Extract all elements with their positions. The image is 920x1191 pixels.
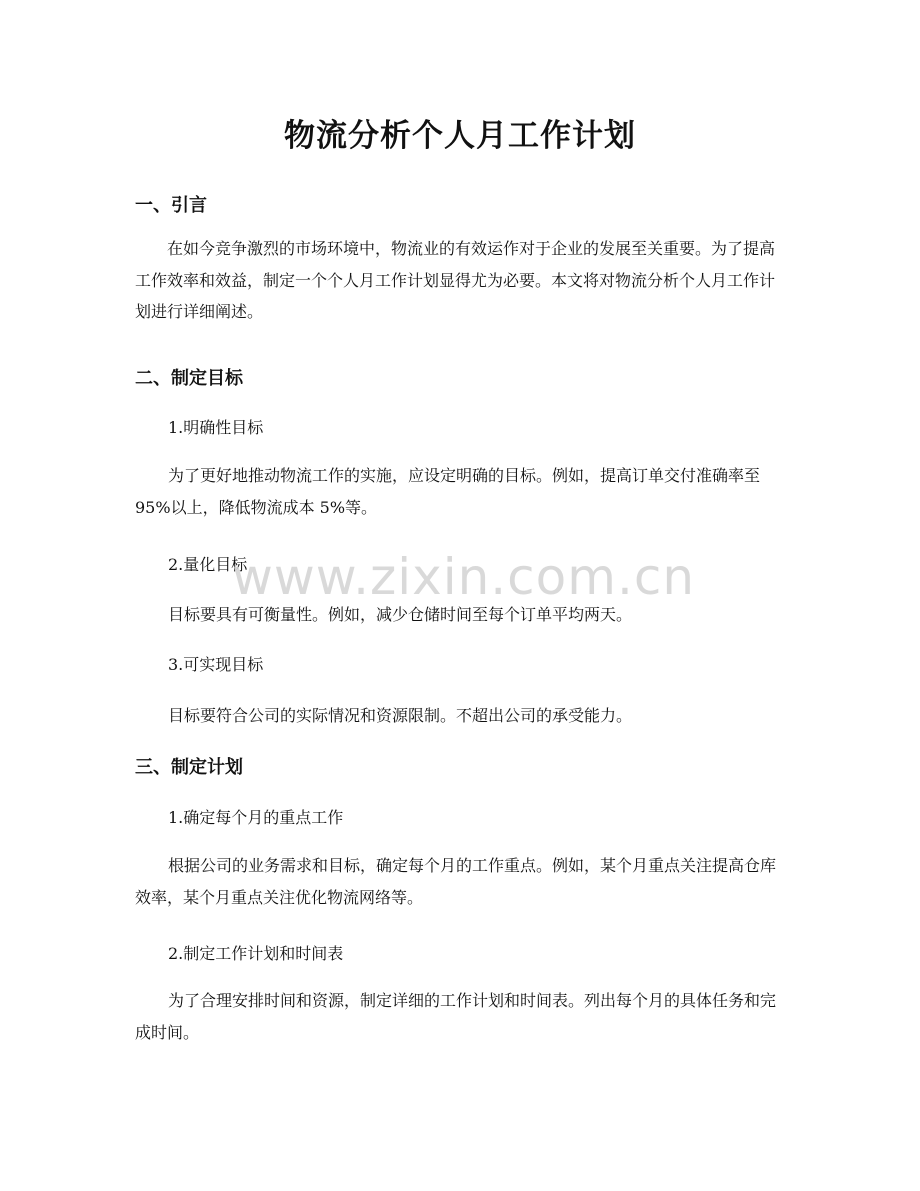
goal-subheading: 2.量化目标 (168, 555, 248, 574)
section-heading-intro: 一、引言 (135, 195, 207, 216)
section-heading-goals: 二、制定目标 (135, 368, 243, 389)
watermark: www.zixin.com.cn (232, 548, 696, 606)
goal-text: 目标要具有可衡量性。例如，减少仓储时间至每个订单平均两天。 (168, 605, 633, 624)
goal-text: 目标要符合公司的实际情况和资源限制。不超出公司的承受能力。 (168, 706, 633, 725)
goal-subheading: 1.明确性目标 (168, 418, 264, 437)
plan-text: 根据公司的业务需求和目标，确定每个月的工作重点。例如，某个月重点关注提高仓库效率，某个月重点关注优化物流网络等。 (135, 856, 777, 907)
page-title: 物流分析个人月工作计划 (284, 118, 636, 154)
goal-text: 为了更好地推动物流工作的实施，应设定明确的目标。例如，提高订单交付准确率至 95%以上，降低物流成本 5%等。 (135, 466, 761, 517)
intro-paragraph: 在如今竞争激烈的市场环境中，物流业的有效运作对于企业的发展至关重要。为了提高工作效率和效益，制定一个个人月工作计划显得尤为必要。本文将对物流分析个人月工作计划进行详细阐述。 (135, 239, 776, 321)
plan-subheading: 1.确定每个月的重点工作 (168, 808, 344, 827)
plan-subheading: 2.制定工作计划和时间表 (168, 944, 344, 963)
goal-subheading: 3.可实现目标 (168, 655, 264, 674)
plan-text: 为了合理安排时间和资源，制定详细的工作计划和时间表。列出每个月的具体任务和完成时间。 (135, 991, 777, 1042)
section-heading-plan: 三、制定计划 (135, 757, 243, 778)
